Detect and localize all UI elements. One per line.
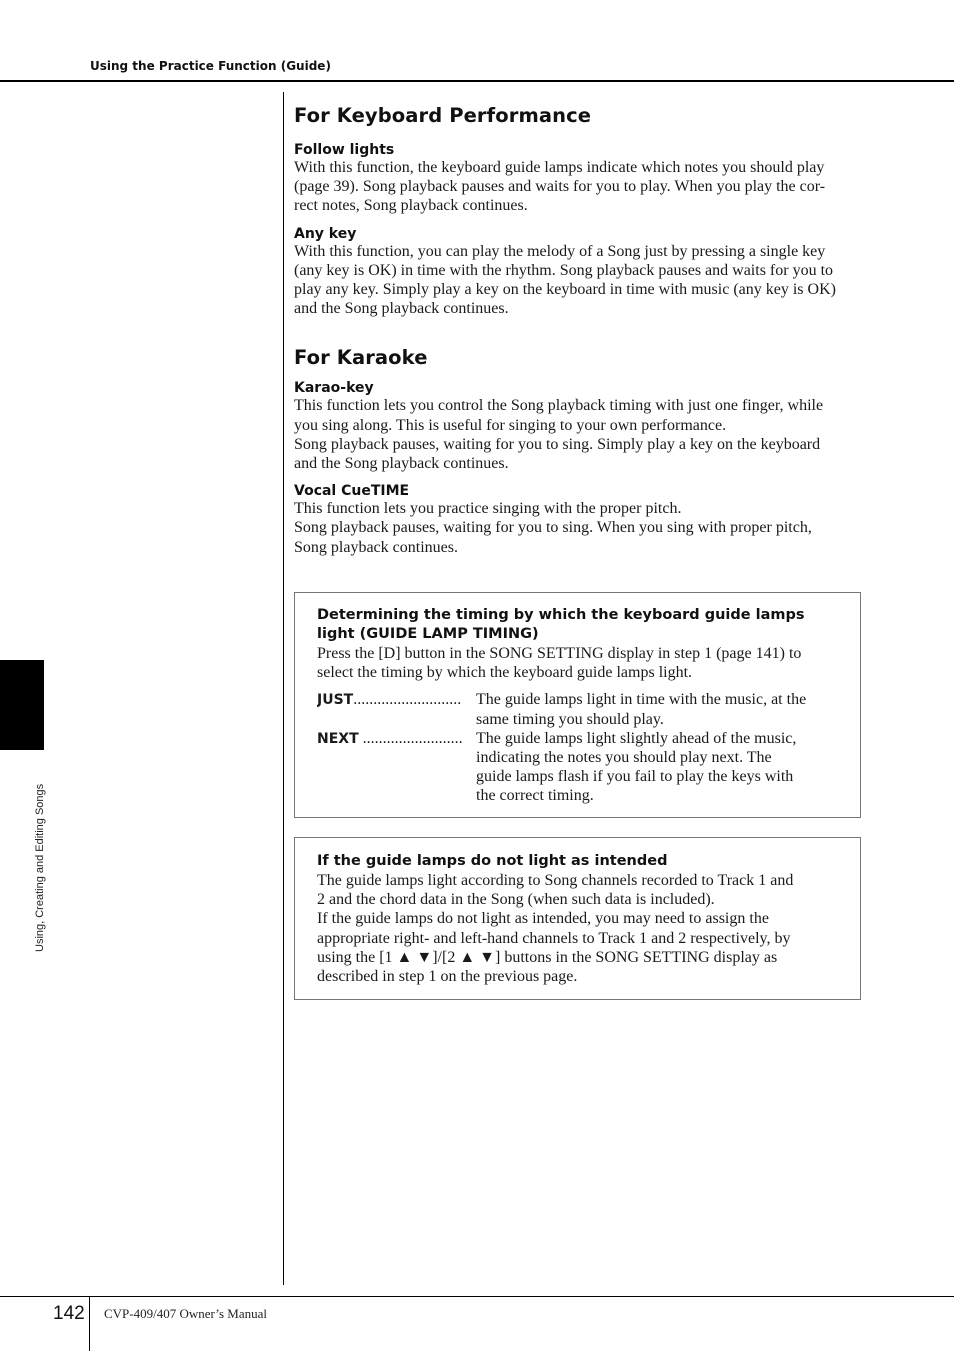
note-text-lamp-timing: Press the [D] button in the SONG SETTING display in step 1 (page 141) to select the timing by which the keyboard guide lamps light. (317, 645, 802, 682)
section-heading-keyboard: For Keyboard Performance (294, 104, 592, 127)
option-next: NEXT ......................... The guide lamps light slightly ahead of the music, indicating the notes you should play next. The guide lamps flash if you fail to play the keys with the correct timing. (317, 729, 822, 806)
note-box-lamp-timing (294, 592, 861, 818)
karao-key-text: This function lets you control the Song playback timing with just one finger, while you sing along. This is useful for singing to your own performance. Song playback pauses, waiting for you to sing. Simply play a key on the keyboard and the Song playback continues. (294, 397, 824, 473)
subheading-karao-key: Karao-key (294, 380, 374, 397)
option-term-just: JUST (317, 692, 354, 709)
option-desc-next: The guide lamps light slightly ahead of the music, indicating the notes you should play next. The guide lamps flash if you fail to play the keys with the correct timing. (476, 729, 797, 805)
chapter-label: Using, Creating and Editing Songs (34, 783, 46, 952)
column-divider (283, 92, 284, 1285)
vocal-cuetime-text: This function lets you practice singing with the proper pitch. Song playback pauses, waiting for you to sing. When you sing with proper pitch, Song playback continues. (294, 500, 812, 556)
subheading-vocal-cuetime: Vocal CueTIME (294, 483, 410, 500)
note-title-lamp-timing: Determining the timing by which the keyboard guide lamps light (GUIDE LAMP TIMING) (317, 607, 805, 642)
follow-lights-text: With this function, the keyboard guide lamps indicate which notes you should play (page 39). Song playback pauses and waits for you to play. When you play the cor- rect notes, Song playback continues. (294, 159, 826, 215)
footer-divider (89, 1296, 90, 1351)
running-header: Using the Practice Function (Guide) (90, 59, 331, 73)
page-number: 142 (53, 1303, 85, 1324)
option-just: JUST........................... The guide lamps light in time with the music, at the same timing you should play. (317, 690, 822, 728)
note-text-guide-lamps: The guide lamps light according to Song channels recorded to Track 1 and 2 and the chord data in the Song (when such data is included). If the guide lamps do not light as intended, you may need to assign the appropriate right- and left-hand channels to Track 1 and 2 respectively, by using the [1 ▲ ▼]/[2 ▲ ▼] buttons in the SONG SETTING display as described in step 1 on the previous page. (317, 872, 794, 986)
note-title-guide-lamps: If the guide lamps do not light as intended (317, 853, 668, 869)
header-rule (0, 80, 954, 82)
footer-rule (0, 1296, 954, 1297)
chapter-tab (0, 660, 44, 750)
subheading-follow-lights: Follow lights (294, 142, 395, 158)
section-heading-karaoke: For Karaoke (294, 346, 428, 370)
subheading-any-key: Any key (294, 225, 357, 242)
manual-title: CVP-409/407 Owner’s Manual (104, 1306, 267, 1321)
option-term-next: NEXT (317, 730, 359, 747)
note-box-guide-lamps (294, 837, 861, 1000)
option-desc-just: The guide lamps light in time with the music, at the same timing you should play. (476, 691, 807, 728)
main-content (294, 104, 864, 557)
any-key-text: With this function, you can play the melody of a Song just by pressing a single key (any key is OK) in time with the rhythm. Song playback pauses and waits for you to play any key. Simply play a key on the keyboard in time with music (any key is OK) and the Song playback continues. (294, 242, 836, 318)
